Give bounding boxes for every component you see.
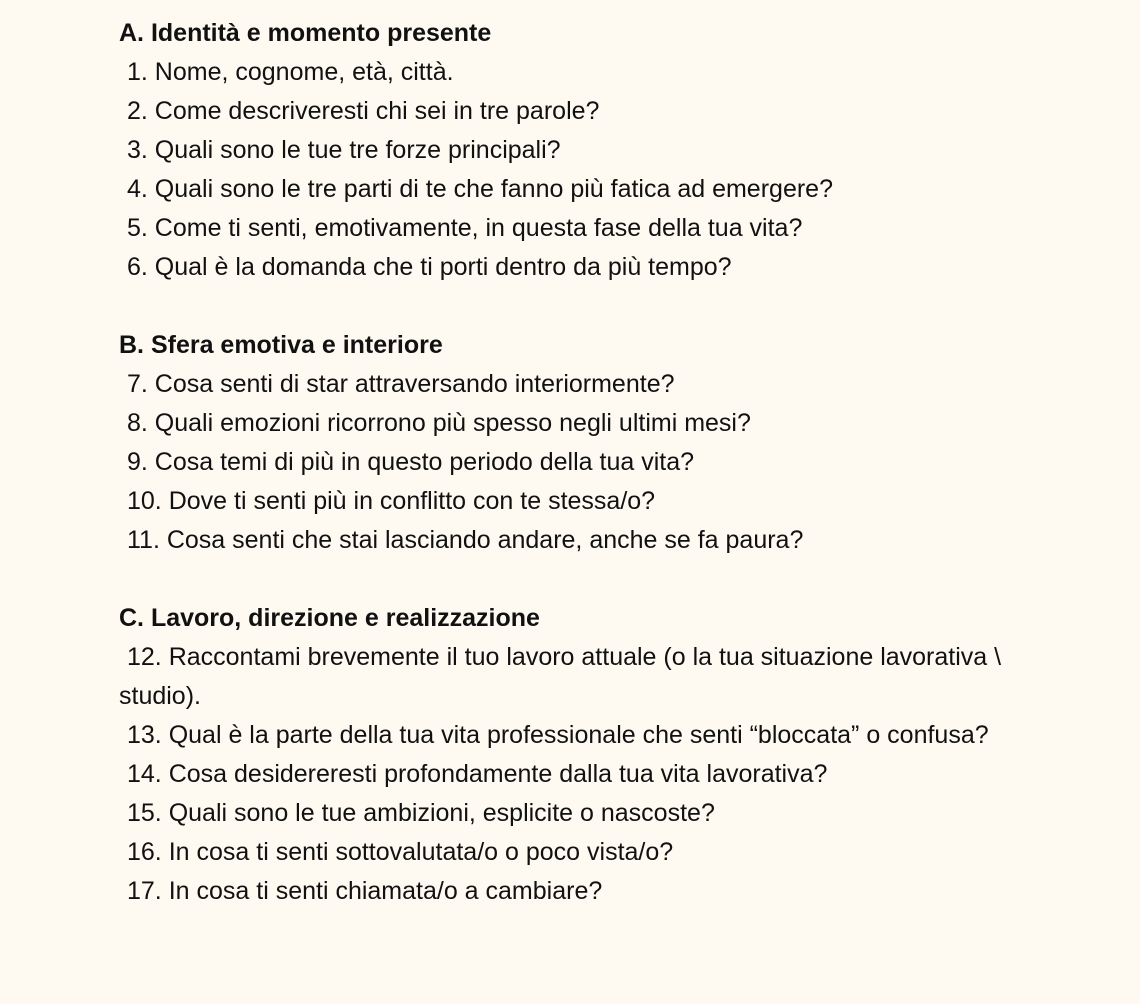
question-item: 8. Quali emozioni ricorrono più spesso negli ultimi mesi?	[127, 409, 751, 437]
document-body	[119, 14, 1019, 911]
question-item: 14. Cosa desidereresti profondamente dalla tua vita lavorativa?	[127, 760, 828, 788]
question-item: 7. Cosa senti di star attraversando interiormente?	[127, 370, 675, 398]
question-list	[119, 638, 1019, 911]
question-list	[119, 365, 1019, 560]
question-item: 12. Raccontami brevemente il tuo lavoro attuale (o la tua situazione lavorativa \ studio).	[119, 643, 1002, 710]
question-item: 10. Dove ti senti più in conflitto con te stessa/o?	[127, 487, 656, 515]
question-item: 9. Cosa temi di più in questo periodo della tua vita?	[127, 448, 695, 476]
question-item: 15. Quali sono le tue ambizioni, esplicite o nascoste?	[127, 799, 715, 827]
question-item: 13. Qual è la parte della tua vita professionale che senti “bloccata” o confusa?	[127, 721, 989, 749]
question-item: 2. Come descriveresti chi sei in tre parole?	[127, 97, 600, 125]
question-item: 16. In cosa ti senti sottovalutata/o o poco vista/o?	[127, 838, 674, 866]
section-lavoro	[119, 599, 1019, 911]
question-item: 11. Cosa senti che stai lasciando andare, anche se fa paura?	[127, 526, 804, 554]
question-item: 3. Quali sono le tue tre forze principali?	[127, 136, 561, 164]
section-spacer	[119, 560, 1019, 599]
section-title: C. Lavoro, direzione e realizzazione	[119, 604, 540, 632]
section-spacer	[119, 287, 1019, 326]
question-item: 5. Come ti senti, emotivamente, in questa fase della tua vita?	[127, 214, 803, 242]
question-item: 6. Qual è la domanda che ti porti dentro da più tempo?	[127, 253, 732, 281]
question-item: 1. Nome, cognome, età, città.	[127, 58, 454, 86]
question-list	[119, 53, 1019, 287]
section-title: B. Sfera emotiva e interiore	[119, 331, 443, 359]
section-sfera-emotiva	[119, 326, 1019, 560]
section-title: A. Identità e momento presente	[119, 19, 492, 47]
question-item: 4. Quali sono le tre parti di te che fanno più fatica ad emergere?	[127, 175, 833, 203]
section-identita	[119, 14, 1019, 287]
question-item: 17. In cosa ti senti chiamata/o a cambiare?	[127, 877, 603, 905]
